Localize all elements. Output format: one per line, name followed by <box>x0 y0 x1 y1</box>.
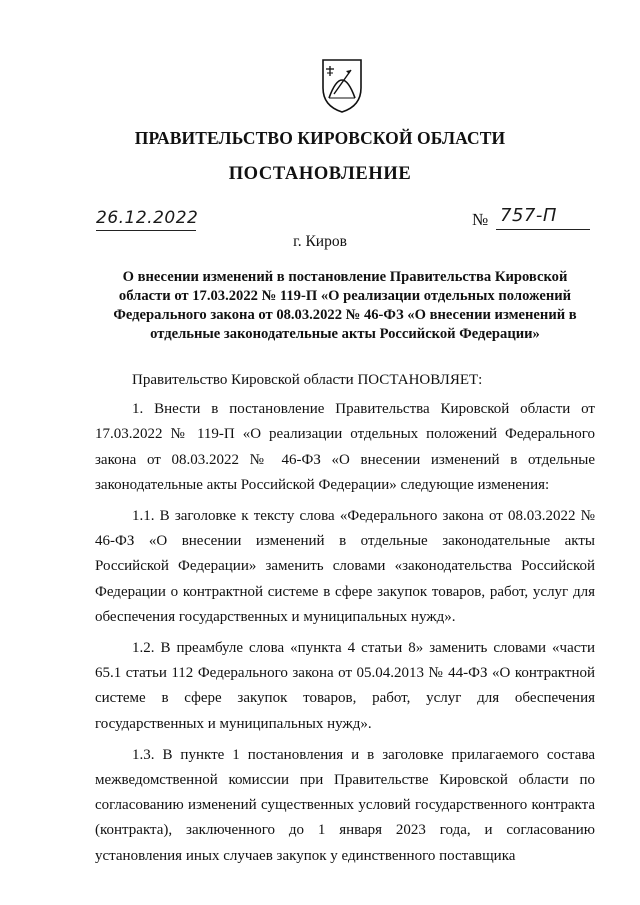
city: г. Киров <box>293 233 347 250</box>
paragraph-1-1: 1.1. В заголовке к тексту слова «Федерального закона от 08.03.2022 № 46-ФЗ «О внесении изменений в отдельные законодательные акты Российской Федерации» заменить словами «законодательства Российской Федерации о контрактной системе в сфере закупок товаров, работ, услуг для обеспечения государственных и муниципальных нужд». <box>95 508 595 625</box>
body-intro: Правительство Кировской области ПОСТАНОВЛЯЕТ: <box>132 372 483 388</box>
date-field <box>96 208 199 231</box>
number-sign: № <box>472 210 489 229</box>
document-type: ПОСТАНОВЛЕНИЕ <box>228 164 412 184</box>
number-value: 757-П <box>500 205 557 226</box>
number-field <box>472 205 590 230</box>
paragraph-1: 1. Внести в постановление Правительства Кировской области от 17.03.2022 № 119-П «О реализации отдельных положений Федерального закона от 08.03.2022 № 46-ФЗ «О внесении изменений в отдельные законодательные акты Российской Федерации» следующие изменения: <box>95 401 595 493</box>
coat-of-arms-icon <box>321 58 363 114</box>
paragraph-1-2: 1.2. В преамбуле слова «пункта 4 статьи 8» заменить словами «части 65.1 статьи 112 Федерального закона от 05.04.2013 № 44-ФЗ «О контрактной системе в сфере закупок товаров, работ, услуг для обеспечения государственных и муниципальных нужд». <box>95 640 595 732</box>
document-body <box>95 368 595 869</box>
government-name: ПРАВИТЕЛЬСТВО КИРОВСКОЙ ОБЛАСТИ <box>134 128 506 148</box>
number-underline <box>496 229 590 230</box>
document-subject: О внесении изменений в постановление Правительства Кировской области от 17.03.2022 № 119-П «О реализации отдельных положений Федерального закона от 08.03.2022 № 46-ФЗ «О внесении изменений в отдельные законодательные акты Российской Федерации» <box>113 269 577 342</box>
date-value: 26.12.2022 <box>96 208 199 228</box>
paragraph-1-3: 1.3. В пункте 1 постановления и в заголовке прилагаемого состава межведомственной комиссии при Правительстве Кировской области по согласованию изменений существенных условий государственного контракта (контракта), заключенного до 1 января 2023 года, и согласованию установления иных случаев закупок у единственного поставщика <box>95 746 595 864</box>
